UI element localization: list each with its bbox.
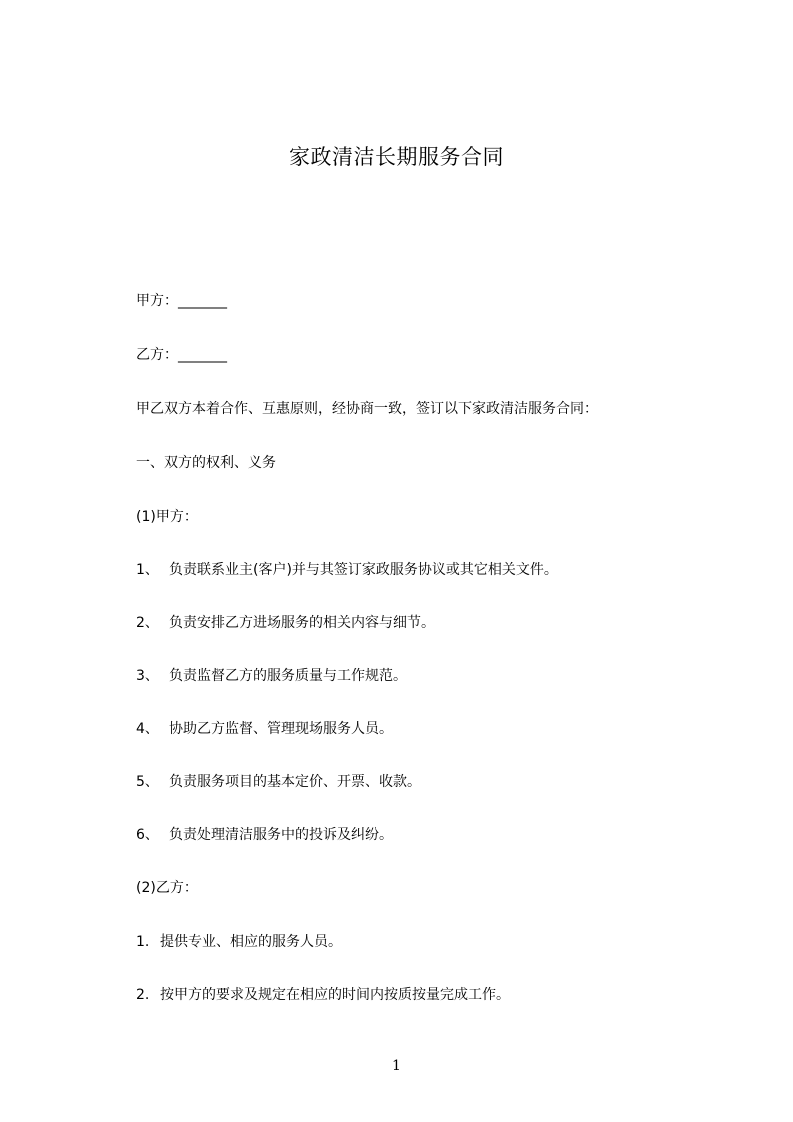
list-item (136, 560, 558, 580)
list-item-number: 6、 (136, 827, 159, 843)
party-b-subheading: (2)乙方： (136, 880, 198, 896)
list-item-text: 负责服务项目的基本定价、开票、收款。 (169, 774, 421, 790)
list-item (136, 932, 342, 952)
list-item-number: 3、 (136, 668, 159, 684)
list-item (136, 613, 435, 633)
section-heading-rights-obligations: 一、双方的权利、义务 (136, 455, 276, 471)
list-item-number: 1. (136, 934, 150, 950)
list-item (136, 985, 510, 1005)
list-item-number: 2. (136, 987, 150, 1003)
list-item (136, 772, 421, 792)
list-item (136, 825, 393, 845)
party-a-line: 甲方：_______ (136, 293, 227, 309)
list-item-text: 协助乙方监督、管理现场服务人员。 (169, 721, 393, 737)
list-item-number: 5、 (136, 774, 159, 790)
list-item-text: 按甲方的要求及规定在相应的时间内按质按量完成工作。 (160, 987, 510, 1003)
list-item (136, 666, 407, 686)
list-item-text: 负责联系业主(客户)并与其签订家政服务协议或其它相关文件。 (169, 562, 558, 578)
list-item-text: 负责处理清洁服务中的投诉及纠纷。 (169, 827, 393, 843)
list-item-number: 1、 (136, 562, 159, 578)
party-b-line: 乙方：_______ (136, 347, 227, 363)
list-item-text: 负责监督乙方的服务质量与工作规范。 (169, 668, 407, 684)
intro-paragraph: 甲乙双方本着合作、互惠原则，经协商一致，签订以下家政清洁服务合同： (136, 401, 598, 417)
page-number: 1 (392, 1058, 401, 1074)
document-title: 家政清洁长期服务合同 (289, 145, 504, 169)
list-item (136, 719, 393, 739)
list-item-text: 提供专业、相应的服务人员。 (160, 934, 342, 950)
party-a-subheading: (1)甲方： (136, 509, 198, 525)
list-item-text: 负责安排乙方进场服务的相关内容与细节。 (169, 615, 435, 631)
list-item-number: 4、 (136, 721, 159, 737)
list-item-number: 2、 (136, 615, 159, 631)
